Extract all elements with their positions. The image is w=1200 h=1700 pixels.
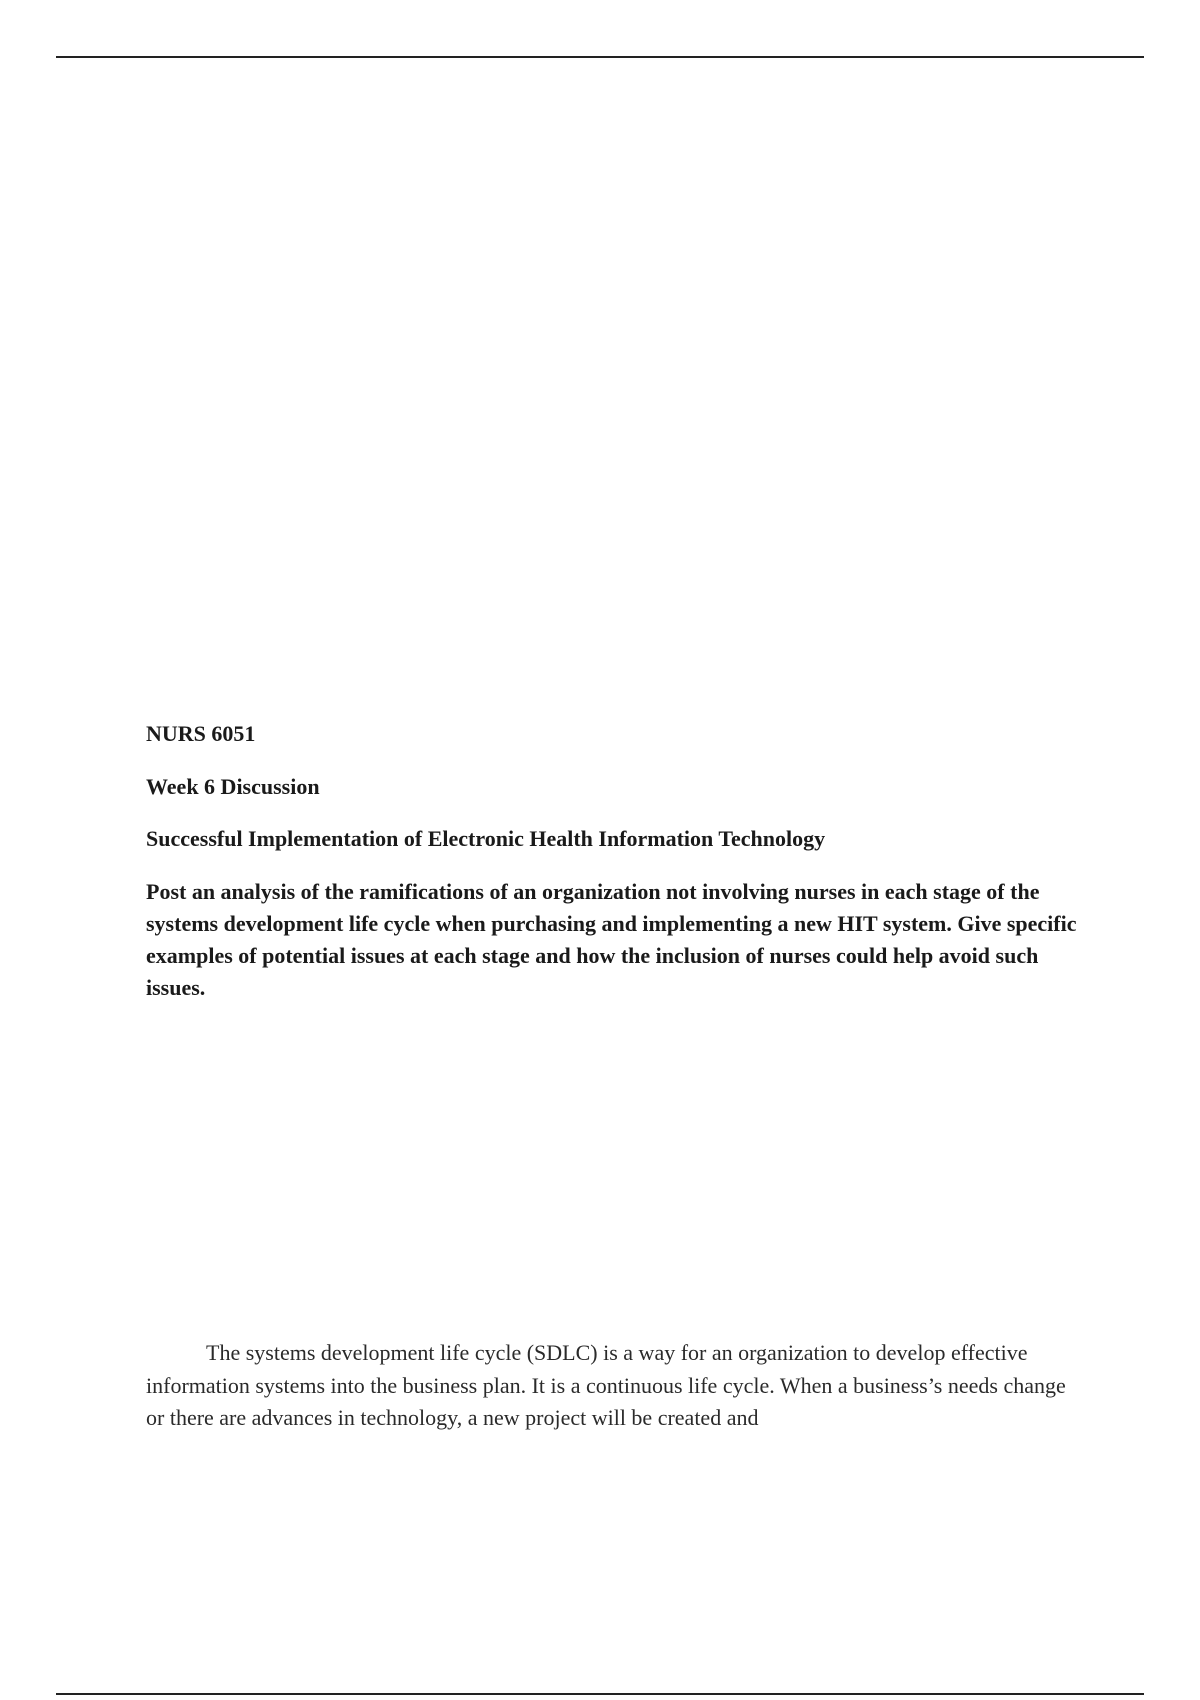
body-paragraph: The systems development life cycle (SDLC) is a way for an organization to develop effective information systems into the business plan. It is a continuous life cycle. When a business’s needs change or there are advances in technology, a new project will be created and [146, 1340, 1066, 1430]
discussion-prompt: Post an analysis of the ramifications of an organization not involving nurses in each stage of the systems development life cycle when purchasing and implementing a new HIT system. Give specific examples of potential issues at each stage and how the inclusion of nurses could help avoid such issues. [146, 879, 1077, 1000]
course-code: NURS 6051 [146, 721, 256, 746]
bottom-rule [56, 1693, 1144, 1695]
document-title: Successful Implementation of Electronic Health Information Technology [146, 826, 826, 851]
top-rule [56, 56, 1144, 58]
week-label: Week 6 Discussion [146, 774, 320, 799]
